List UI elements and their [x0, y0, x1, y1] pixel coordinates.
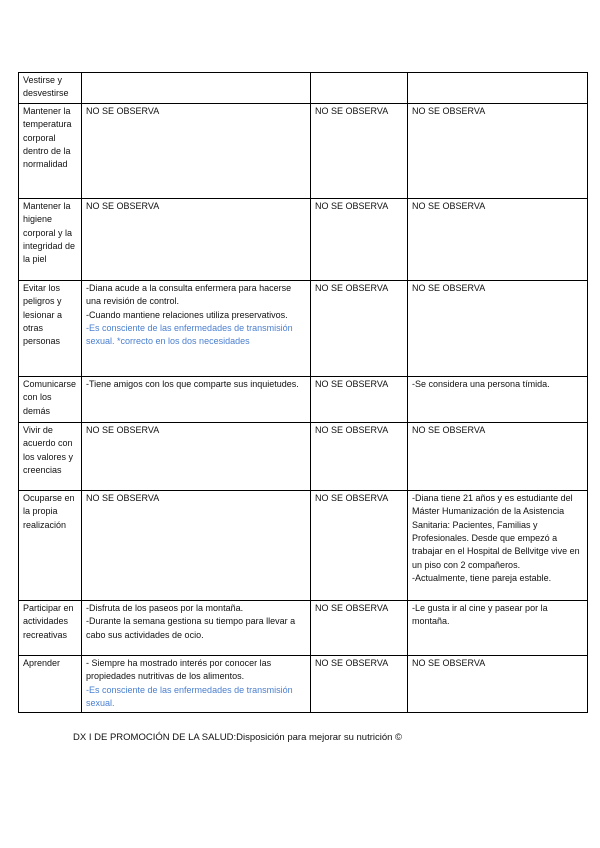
- comment-cell: [408, 376, 588, 422]
- status-cell: [311, 73, 408, 104]
- comment-cell: [408, 198, 588, 280]
- need-label: Evitar los peligros y lesionar a otras personas: [19, 280, 82, 376]
- need-label: Ocuparse en la propia realización: [19, 490, 82, 600]
- observation-cell: [82, 103, 311, 198]
- cell-paragraph: NO SE OBSERVA: [412, 105, 486, 116]
- cell-paragraph: NO SE OBSERVA: [412, 657, 486, 668]
- observation-cell: [82, 422, 311, 490]
- observation-cell: [82, 280, 311, 376]
- need-label: Mantener la temperatura corporal dentro de la normalidad: [19, 103, 82, 198]
- status-cell: [311, 600, 408, 655]
- observation-cell: [82, 198, 311, 280]
- cell-paragraph: NO SE OBSERVA: [412, 200, 486, 211]
- cell-paragraph: NO SE OBSERVA: [315, 378, 389, 389]
- cell-paragraph: NO SE OBSERVA: [412, 424, 486, 435]
- cell-paragraph: NO SE OBSERVA: [315, 492, 389, 503]
- status-cell: [311, 198, 408, 280]
- cell-paragraph: NO SE OBSERVA: [86, 200, 160, 211]
- table-row: [19, 600, 588, 655]
- comment-cell: [408, 490, 588, 600]
- status-cell: [311, 490, 408, 600]
- need-label: Mantener la higiene corporal y la integridad de la piel: [19, 198, 82, 280]
- cell-paragraph: -Actualmente, tiene pareja estable.: [412, 573, 552, 584]
- cell-paragraph: NO SE OBSERVA: [315, 200, 389, 211]
- needs-table: [18, 72, 588, 713]
- table-row: [19, 73, 588, 104]
- cell-paragraph: -Diana tiene 21 años y es estudiante del Máster Humanización de la Asistencia Sanitaria: Pacientes, Familias y Profesionales. Desde que empezó a trabajar en el Hospital de Bellvitge vive en un piso con 2 compañeros.: [412, 492, 580, 570]
- cell-paragraph: NO SE OBSERVA: [315, 657, 389, 668]
- cell-paragraph: -Es consciente de las enfermedades de transmisión sexual. *correcto en los dos necesidades: [86, 323, 293, 347]
- diagnosis-footer: DX I DE PROMOCIÓN DE LA SALUD:Disposición para mejorar su nutrición ©: [73, 732, 403, 743]
- cell-paragraph: NO SE OBSERVA: [86, 105, 160, 116]
- table-row: [19, 376, 588, 422]
- table-row: [19, 490, 588, 600]
- cell-paragraph: -Diana acude a la consulta enfermera para hacerse una revisión de control.: [86, 282, 292, 307]
- observation-cell: [82, 655, 311, 713]
- table-row: [19, 198, 588, 280]
- need-label: Vivir de acuerdo con los valores y creencias: [19, 422, 82, 490]
- observation-cell: [82, 490, 311, 600]
- cell-paragraph: NO SE OBSERVA: [315, 602, 389, 613]
- comment-cell: [408, 73, 588, 104]
- cell-paragraph: -Se considera una persona tímida.: [412, 378, 550, 389]
- need-label: Aprender: [19, 655, 82, 713]
- cell-paragraph: -Durante la semana gestiona su tiempo para llevar a cabo sus actividades de ocio.: [86, 616, 296, 640]
- status-cell: [311, 376, 408, 422]
- comment-cell: [408, 600, 588, 655]
- status-cell: [311, 422, 408, 490]
- cell-paragraph: -Disfruta de los paseos por la montaña.: [86, 602, 244, 613]
- cell-paragraph: NO SE OBSERVA: [86, 492, 160, 503]
- cell-paragraph: NO SE OBSERVA: [412, 282, 486, 293]
- table-row: [19, 280, 588, 376]
- comment-cell: [408, 280, 588, 376]
- comment-cell: [408, 103, 588, 198]
- observation-cell: [82, 600, 311, 655]
- need-label: Vestirse y desvestirse: [19, 73, 82, 104]
- cell-paragraph: -Es consciente de las enfermedades de transmisión sexual.: [86, 684, 293, 709]
- cell-paragraph: -Tiene amigos con los que comparte sus inquietudes.: [86, 378, 299, 389]
- table-row: [19, 103, 588, 198]
- observation-cell: [82, 376, 311, 422]
- comment-cell: [408, 655, 588, 713]
- status-cell: [311, 280, 408, 376]
- need-label: Comunicarse con los demás: [19, 376, 82, 422]
- table-row: [19, 655, 588, 713]
- cell-paragraph: NO SE OBSERVA: [315, 105, 389, 116]
- cell-paragraph: NO SE OBSERVA: [86, 424, 160, 435]
- table-row: [19, 422, 588, 490]
- observation-cell: [82, 73, 311, 104]
- cell-paragraph: -Cuando mantiene relaciones utiliza preservativos.: [86, 309, 288, 320]
- cell-paragraph: NO SE OBSERVA: [315, 282, 389, 293]
- status-cell: [311, 103, 408, 198]
- need-label: Participar en actividades recreativas: [19, 600, 82, 655]
- status-cell: [311, 655, 408, 713]
- comment-cell: [408, 422, 588, 490]
- cell-paragraph: -Le gusta ir al cine y pasear por la montaña.: [412, 602, 548, 627]
- cell-paragraph: NO SE OBSERVA: [315, 424, 389, 435]
- cell-paragraph: - Siempre ha mostrado interés por conocer las propiedades nutritivas de los alimentos.: [86, 657, 272, 682]
